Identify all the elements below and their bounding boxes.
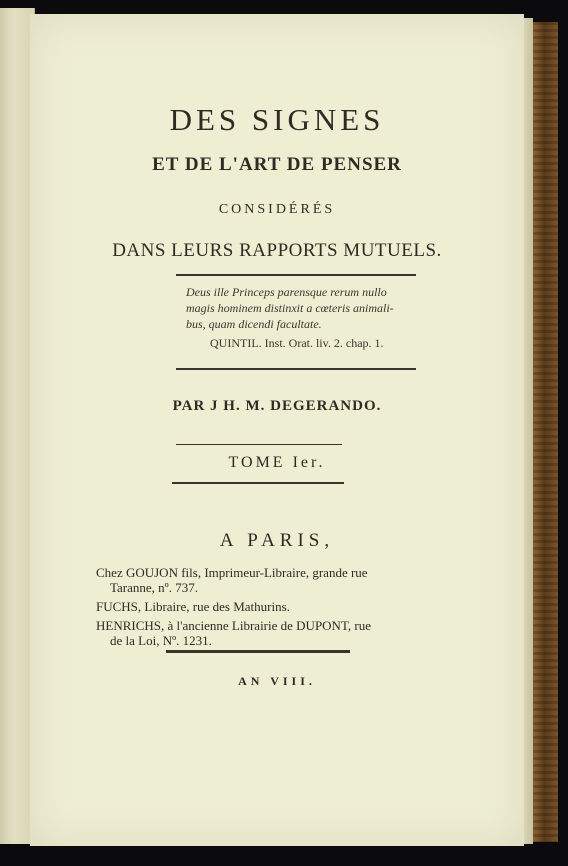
subtitle-line-1: ET DE L'ART DE PENSER: [152, 154, 402, 175]
author-line: PAR J H. M. DEGERANDO.: [172, 398, 382, 414]
tome-bottom-rule: [172, 482, 344, 484]
epigraph-line: bus, quam dicendi facultate.: [186, 317, 322, 331]
publisher-line: HENRICHS, à l'ancienne Librairie de DUPONT, rue: [96, 618, 372, 633]
publisher-line: de la Loi, Nº. 1231.: [110, 633, 212, 648]
publisher-line: Chez GOUJON fils, Imprimeur-Libraire, grande rue: [96, 565, 368, 580]
epigraph-line: magis hominem distinxit a cœteris animali-: [186, 301, 394, 315]
title-page: [30, 14, 524, 846]
subtitle-line-2: CONSIDÉRÉS: [218, 202, 336, 217]
place-of-publication: A PARIS,: [219, 530, 335, 551]
epigraph-citation: QUINTIL. Inst. Orat. liv. 2. chap. 1.: [210, 336, 384, 350]
publisher-line: Taranne, nº. 737.: [110, 580, 198, 595]
publisher-line: FUCHS, Libraire, rue des Mathurins.: [96, 599, 290, 614]
epigraph-bottom-rule: [176, 368, 416, 370]
book-title: DES SIGNES: [169, 102, 385, 137]
publisher-entry: [96, 599, 496, 614]
tome-top-rule: [176, 444, 342, 445]
volume-label: TOME Ier.: [228, 454, 326, 471]
publisher-entry: [96, 565, 496, 595]
top-rule: [176, 274, 416, 276]
date-rule: [166, 650, 350, 653]
publication-date: AN VIII.: [238, 674, 316, 688]
epigraph: [186, 284, 426, 332]
subtitle-line-3: DANS LEURS RAPPORTS MUTUELS.: [112, 240, 442, 261]
epigraph-line: Deus ille Princeps parensque rerum nullo: [186, 285, 387, 299]
publishers-block: [96, 565, 496, 652]
publisher-entry: [96, 618, 496, 648]
